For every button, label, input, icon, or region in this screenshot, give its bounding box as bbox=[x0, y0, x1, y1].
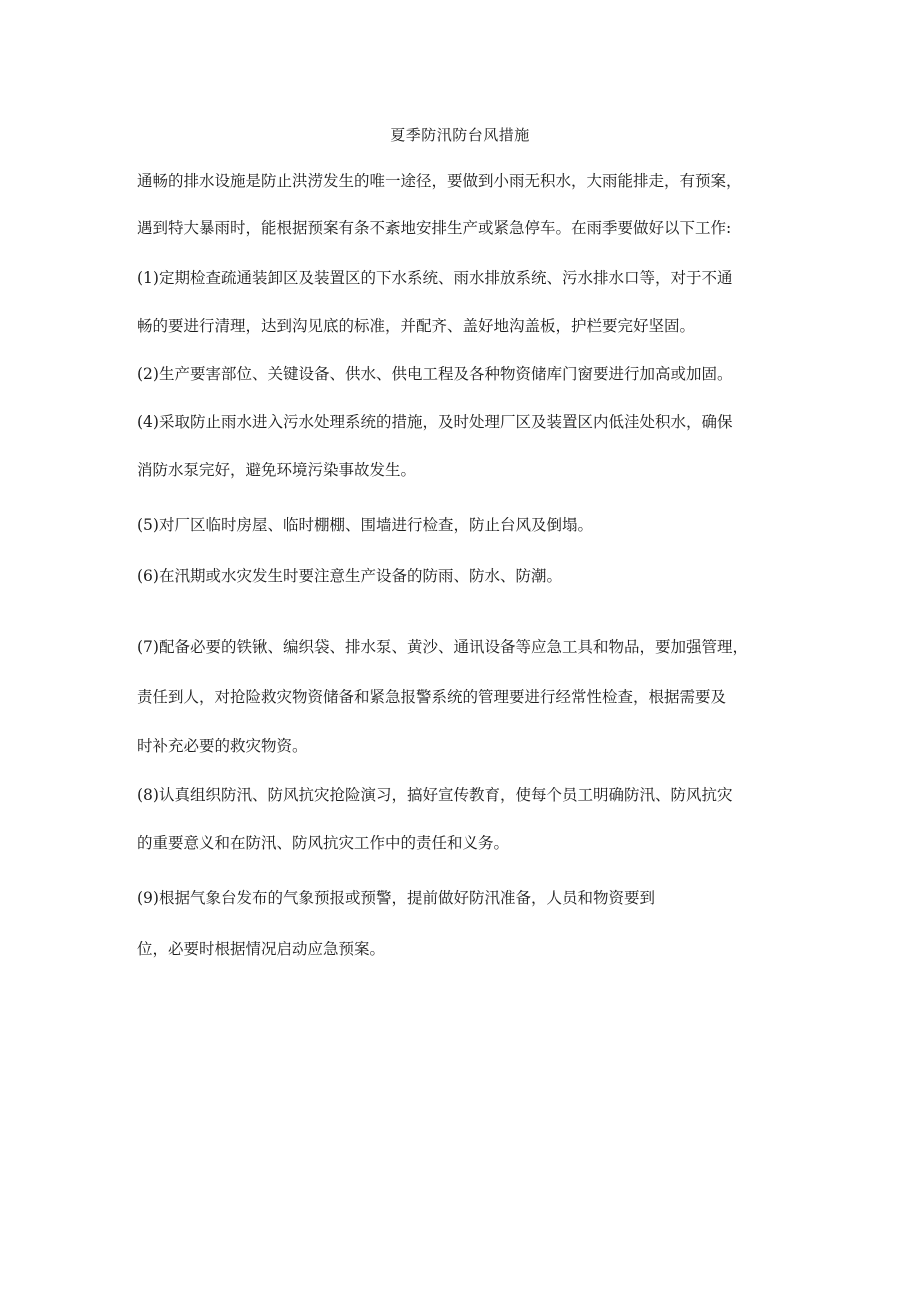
paragraph-line: (6)在汛期或水灾发生时要注意生产设备的防雨、防水、防潮。 bbox=[137, 567, 562, 585]
paragraph-line: (1)定期检查疏通装卸区及装置区的下水系统、雨水排放系统、污水排水口等，对于不通 bbox=[137, 269, 733, 287]
paragraph-line: (8)认真组织防汛、防风抗灾抢险演习，搞好宣传教育，使每个员工明确防汛、防风抗灾 bbox=[137, 786, 733, 804]
paragraph-line: (7)配备必要的铁锹、编织袋、排水泵、黄沙、通讯设备等应急工具和物品，要加强管理， bbox=[137, 638, 748, 656]
paragraph-line: (9)根据气象台发布的气象预报或预警，提前做好防汛准备，人员和物资要到 bbox=[137, 889, 655, 907]
paragraph-line: (2)生产要害部位、关键设备、供水、供电工程及各种物资储库门窗要进行加高或加固。 bbox=[137, 365, 733, 383]
paragraph-line: 责任到人，对抢险救灾物资储备和紧急报警系统的管理要进行经常性检查，根据需要及 bbox=[137, 688, 727, 706]
paragraph-line: (4)采取防止雨水进入污水处理系统的措施，及时处理厂区及装置区内低洼处积水，确保 bbox=[137, 413, 733, 431]
paragraph-line: 时补充必要的救灾物资。 bbox=[137, 737, 308, 755]
paragraph-line: 位，必要时根据情况启动应急预案。 bbox=[137, 940, 386, 958]
paragraph-line: 通畅的排水设施是防止洪涝发生的唯一途径，要做到小雨无积水，大雨能排走，有预案， bbox=[137, 172, 742, 190]
paragraph-line: 遇到特大暴雨时，能根据预案有条不紊地安排生产或紧急停车。在雨季要做好以下工作: bbox=[137, 219, 732, 237]
paragraph-line: 畅的要进行清理，达到沟见底的标准，并配齐、盖好地沟盖板，护栏要完好坚固。 bbox=[137, 317, 696, 335]
paragraph-line: 消防水泵完好，避免环境污染事故发生。 bbox=[137, 461, 417, 479]
paragraph-line: (5)对厂区临时房屋、临时棚棚、围墙进行检查，防止台风及倒塌。 bbox=[137, 516, 593, 534]
paragraph-line: 的重要意义和在防汛、防风抗灾工作中的责任和义务。 bbox=[137, 834, 510, 852]
document-title: 夏季防汛防台风措施 bbox=[390, 126, 530, 144]
